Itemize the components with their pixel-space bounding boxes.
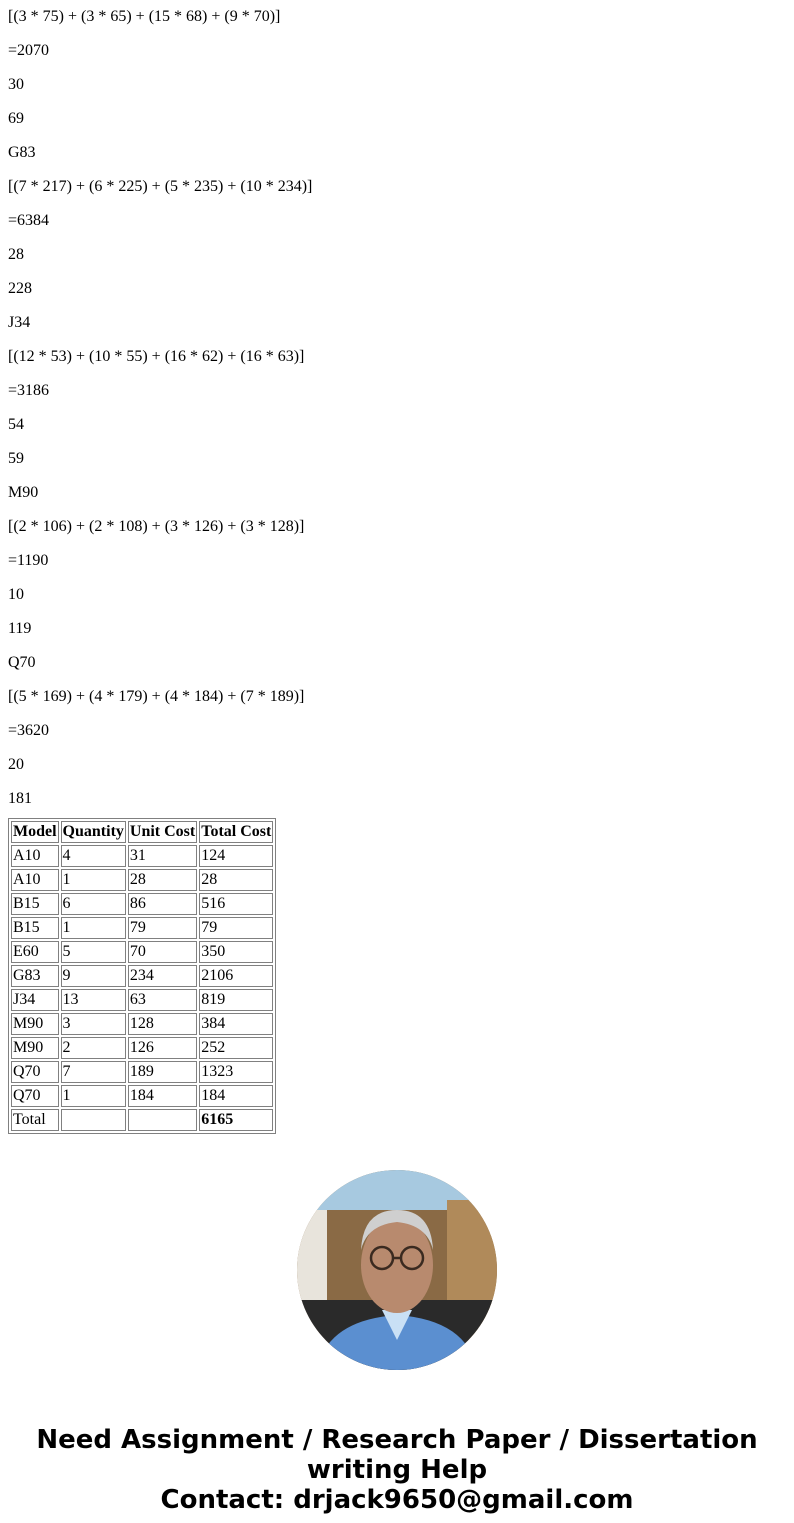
model-cell: J34 — [11, 989, 59, 1011]
calculation-line: [(7 * 217) + (6 * 225) + (5 * 235) + (10 * 234)] — [8, 178, 313, 195]
model-cell: B15 — [11, 893, 59, 915]
footer-line-1: Need Assignment / Research Paper / Dissertation — [36, 1425, 758, 1455]
unit-cost-cell: 189 — [128, 1061, 197, 1083]
calculation-line: 59 — [8, 450, 24, 467]
calculation-line: 69 — [8, 110, 24, 127]
table-row — [11, 941, 273, 963]
model-cell: Q70 — [11, 1061, 59, 1083]
calculation-line: M90 — [8, 484, 39, 501]
table-row — [11, 893, 273, 915]
table-total-row — [11, 1109, 273, 1131]
quantity-cell: 1 — [61, 917, 126, 939]
quantity-cell: 2 — [61, 1037, 126, 1059]
empty-cell — [61, 1109, 126, 1131]
calculation-line: Q70 — [8, 654, 36, 671]
calculation-line: =3620 — [8, 722, 50, 739]
table-header-row — [11, 821, 273, 843]
calculation-line: [(12 * 53) + (10 * 55) + (16 * 62) + (16 * 63)] — [8, 348, 305, 365]
model-cell: E60 — [11, 941, 59, 963]
calculation-lines — [8, 8, 786, 808]
calculation-line: =2070 — [8, 42, 50, 59]
header-unit-cost: Unit Cost — [128, 821, 197, 843]
table-row — [11, 1013, 273, 1035]
calculation-line: 54 — [8, 416, 24, 433]
model-cell: A10 — [11, 845, 59, 867]
total-cost-cell: 1323 — [199, 1061, 273, 1083]
header-model: Model — [11, 821, 59, 843]
calculation-line: 119 — [8, 620, 32, 637]
table-row — [11, 965, 273, 987]
unit-cost-cell: 234 — [128, 965, 197, 987]
model-cell: Q70 — [11, 1085, 59, 1107]
calculation-line: =6384 — [8, 212, 50, 229]
calculation-line: [(5 * 169) + (4 * 179) + (4 * 184) + (7 * 189)] — [8, 688, 305, 705]
calculation-line: [(3 * 75) + (3 * 65) + (15 * 68) + (9 * 70)] — [8, 8, 281, 25]
calculation-line: 30 — [8, 76, 24, 93]
unit-cost-cell: 126 — [128, 1037, 197, 1059]
total-value — [199, 1109, 273, 1131]
model-cell: B15 — [11, 917, 59, 939]
unit-cost-cell: 79 — [128, 917, 197, 939]
model-cell: M90 — [11, 1013, 59, 1035]
quantity-cell: 6 — [61, 893, 126, 915]
total-cost-cell: 124 — [199, 845, 273, 867]
model-cell: A10 — [11, 869, 59, 891]
total-value-text: 6165 — [201, 1111, 234, 1128]
total-cost-cell: 184 — [199, 1085, 273, 1107]
quantity-cell: 1 — [61, 1085, 126, 1107]
table-row — [11, 1037, 273, 1059]
cost-table — [8, 818, 276, 1134]
calculation-line: =3186 — [8, 382, 50, 399]
total-cost-cell: 350 — [199, 941, 273, 963]
footer-ad — [8, 1425, 786, 1515]
unit-cost-cell: 128 — [128, 1013, 197, 1035]
unit-cost-cell: 31 — [128, 845, 197, 867]
table-row — [11, 1061, 273, 1083]
unit-cost-cell: 63 — [128, 989, 197, 1011]
quantity-cell: 13 — [61, 989, 126, 1011]
table-row — [11, 989, 273, 1011]
calculation-line: 28 — [8, 246, 24, 263]
table-row — [11, 917, 273, 939]
quantity-cell: 7 — [61, 1061, 126, 1083]
unit-cost-cell: 28 — [128, 869, 197, 891]
table-row — [11, 1085, 273, 1107]
total-cost-cell: 819 — [199, 989, 273, 1011]
calculation-line: 181 — [8, 790, 32, 807]
quantity-cell: 3 — [61, 1013, 126, 1035]
quantity-cell: 4 — [61, 845, 126, 867]
table-row — [11, 869, 273, 891]
quantity-cell: 5 — [61, 941, 126, 963]
calculation-line: 10 — [8, 586, 24, 603]
footer-contact: Contact: drjack9650@gmail.com — [160, 1485, 634, 1515]
calculation-line: =1190 — [8, 552, 49, 569]
unit-cost-cell: 184 — [128, 1085, 197, 1107]
calculation-line: G83 — [8, 144, 36, 161]
quantity-cell: 1 — [61, 869, 126, 891]
total-label: Total — [11, 1109, 59, 1131]
empty-cell — [128, 1109, 197, 1131]
calculation-line: [(2 * 106) + (2 * 108) + (3 * 126) + (3 * 128)] — [8, 518, 305, 535]
total-cost-cell: 516 — [199, 893, 273, 915]
model-cell: M90 — [11, 1037, 59, 1059]
total-cost-cell: 79 — [199, 917, 273, 939]
calculation-line: 20 — [8, 756, 24, 773]
unit-cost-cell: 70 — [128, 941, 197, 963]
unit-cost-cell: 86 — [128, 893, 197, 915]
header-total-cost: Total Cost — [199, 821, 273, 843]
total-cost-cell: 2106 — [199, 965, 273, 987]
header-quantity: Quantity — [61, 821, 126, 843]
quantity-cell: 9 — [61, 965, 126, 987]
model-cell: G83 — [11, 965, 59, 987]
total-cost-cell: 28 — [199, 869, 273, 891]
calculation-line: J34 — [8, 314, 31, 331]
total-cost-cell: 252 — [199, 1037, 273, 1059]
calculation-line: 228 — [8, 280, 32, 297]
total-cost-cell: 384 — [199, 1013, 273, 1035]
footer-line-2: writing Help — [306, 1455, 488, 1485]
photo-container — [8, 1170, 786, 1375]
table-row — [11, 845, 273, 867]
author-photo — [297, 1170, 497, 1370]
